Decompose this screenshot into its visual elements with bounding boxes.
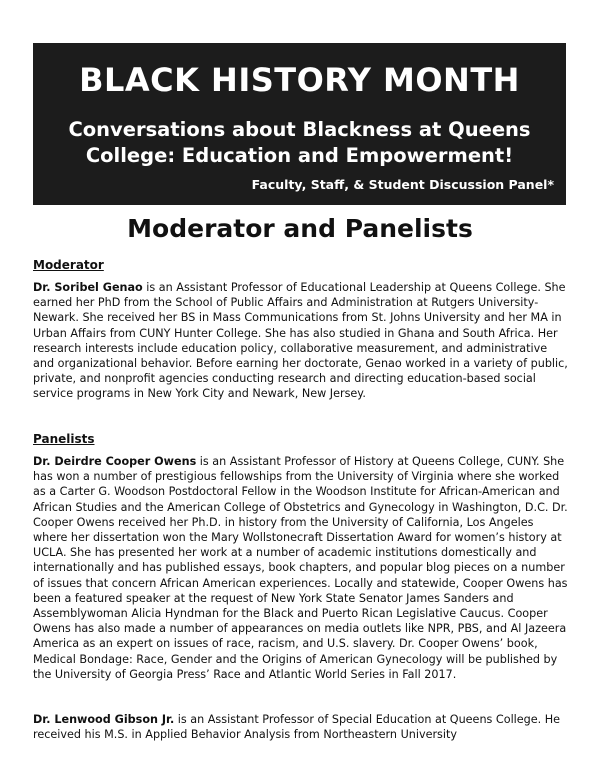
moderator-name: Dr. Soribel Genao	[33, 281, 143, 294]
moderator-section-label: Moderator	[33, 258, 104, 272]
panelist-name: Dr. Lenwood Gibson Jr.	[33, 713, 175, 726]
panelist-bio-text: is an Assistant Professor of Special Education at Queens College. He received his M.S. in Applied Behavior Analysis from Northeastern University	[33, 713, 561, 742]
banner-subtitle: Conversations about Blackness at Queens College: Education and Empowerment!	[68, 118, 531, 167]
panelist-name: Dr. Deirdre Cooper Owens	[33, 455, 197, 468]
panelist-bio	[33, 454, 571, 682]
banner-note: Faculty, Staff, & Student Discussion Panel*	[251, 177, 554, 192]
panelist-bio-text: is an Assistant Professor of History at Queens College, CUNY. She has won a number of prestigious fellowships from the University of Virginia where she worked as a Carter G. Woodson Postdoctoral Fellow in the Woodson Institute for African-American and African Studies and the American College of Obstetrics and Gynecology in Washington, D.C. Dr. Cooper Owens received her Ph.D. in history from the University of California, Los Angeles where her dissertation won the Mary Wollstonecraft Dissertation Award for women’s history at UCLA. She has presented her work at a number of academic institutions domestically and internationally and has published essays, book chapters, and popular blog pieces on a number of issues that concern African American experiences. Locally and statewide, Cooper Owens has been a featured speaker at the request of New York State Senator James Sanders and Assemblywoman Alicia Hyndman for the Black and Puerto Rican Legislative Caucus. Cooper Owens has also made a number of appearances on media outlets like NPR, PBS, and Al Jazeera America as an expert on issues of race, racism, and U.S. slavery. Dr. Cooper Owens’ book, Medical Bondage: Race, Gender and the Origins of American Gynecology will be published by the University of Georgia Press’ Race and Atlantic World Series in Fall 2017.	[33, 455, 568, 681]
panelists-section-label: Panelists	[33, 432, 95, 446]
page-heading: Moderator and Panelists	[127, 214, 473, 243]
panelist-bio	[33, 712, 571, 742]
header-banner	[33, 43, 566, 205]
moderator-bio-text: is an Assistant Professor of Educational Leadership at Queens College. She earned her PhD from the School of Public Affairs and Administration at Rutgers University-Newark. She received her BS in Mass Communications from St. Johns University and her MA in Urban Affairs from CUNY Hunter College. She has also studied in Ghana and South Africa. Her research interests include education policy, collaborative measurement, and administrative and organizational behavior. Before earning her doctorate, Genao worked in a variety of public, private, and nonprofit agencies conducting research and directing education-based social service programs in New York City and Newark, New Jersey.	[33, 281, 568, 401]
banner-title: BLACK HISTORY MONTH	[79, 61, 520, 99]
moderator-bio	[33, 280, 571, 402]
